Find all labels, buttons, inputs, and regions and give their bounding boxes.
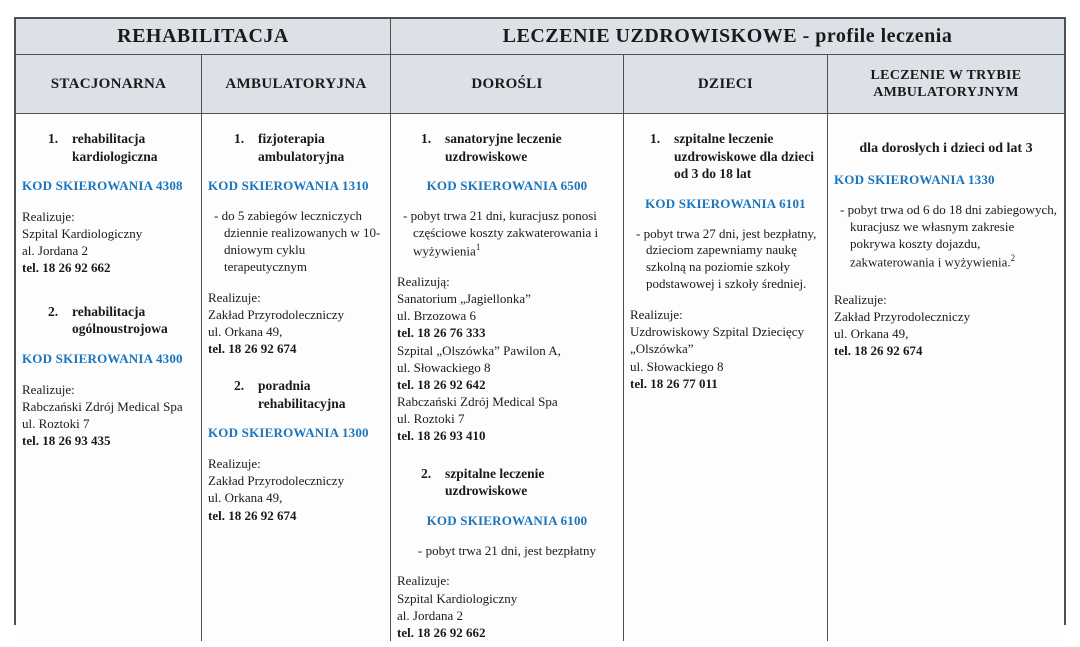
provider-address: ul. Brzozowa 6 xyxy=(397,308,477,324)
provider-phone: tel. 18 26 93 410 xyxy=(397,428,486,444)
service-entry xyxy=(22,130,195,277)
list-number: 2. xyxy=(48,303,59,319)
provider-block xyxy=(208,455,384,524)
service-title xyxy=(208,377,384,412)
service-title-text: rehabilitacja kardiologiczna xyxy=(72,131,158,164)
provider-address: ul. Słowackiego 8 xyxy=(397,359,491,375)
provider-address: al. Jordana 2 xyxy=(397,607,464,623)
stay-note: - pobyt trwa 21 dni, jest bezpłatny xyxy=(418,542,596,558)
service-entry xyxy=(630,130,821,392)
provider-name: Rabczański Zdrój Medical Spa xyxy=(22,398,183,414)
stay-note: - do 5 zabiegów leczniczych dziennie realizowanych w 10-dniowym cyklu terapeutycznym xyxy=(214,207,381,274)
referral-code: KOD SKIEROWANIA 4300 xyxy=(22,350,183,366)
service-title xyxy=(397,465,617,500)
treatment-profiles-table xyxy=(14,17,1066,640)
provider-phone: tel. 18 26 92 642 xyxy=(397,376,486,392)
referral-code: KOD SKIEROWANIA 1310 xyxy=(208,178,369,194)
provider-name: „Olszówka” xyxy=(630,341,694,357)
column-header-ambulatoryjna xyxy=(202,55,391,114)
stay-note-text: - pobyt trwa od 6 do 18 dni zabiegowych, kuracjusz we własnym zakresie pokrywa koszty dojazdu, zakwaterowania i wyżywienia. xyxy=(840,202,1057,270)
provider-block xyxy=(397,572,617,641)
column-header-dzieci xyxy=(624,55,828,114)
realizuje-label: Realizuje: xyxy=(22,208,75,224)
provider-address: ul. Roztoki 7 xyxy=(22,415,90,431)
provider-block xyxy=(397,273,617,445)
list-number: 2. xyxy=(421,465,432,481)
provider-address: ul. Słowackiego 8 xyxy=(630,358,724,374)
column-header-stacjonarna-label: STACJONARNA xyxy=(50,75,167,92)
column-header-stacjonarna xyxy=(16,55,202,114)
cell-dorosli xyxy=(391,114,624,641)
referral-code: KOD SKIEROWANIA 6500 xyxy=(426,178,588,194)
cell-stacjonarna xyxy=(16,114,202,641)
column-header-dorosli xyxy=(391,55,624,114)
service-title-text: szpitalne leczenie uzdrowiskowe xyxy=(445,465,545,499)
provider-phone: tel. 18 26 92 674 xyxy=(208,341,297,357)
realizuje-label: Realizuje: xyxy=(630,307,683,323)
referral-code: KOD SKIEROWANIA 4308 xyxy=(22,178,183,194)
provider-name: Szpital Kardiologiczny xyxy=(397,590,518,606)
list-number: 1. xyxy=(421,131,432,146)
service-title-text: szpitalne leczenie uzdrowiskowe dla dzieci od 3 do 18 lat xyxy=(674,131,815,182)
service-entry xyxy=(397,130,617,445)
service-title xyxy=(22,130,195,165)
realizuje-label: Realizują: xyxy=(397,273,450,289)
provider-block xyxy=(22,208,195,277)
provider-name: Zakład Przyrodoleczniczy xyxy=(208,306,345,322)
column-header-tryb-ambulatoryjny-label: LECZENIE W TRYBIE AMBULATORYJNYM xyxy=(870,67,1022,100)
provider-block xyxy=(630,306,821,392)
stay-note xyxy=(834,202,1058,271)
stay-note-text: - pobyt trwa 21 dni, kuracjusz ponosi częściowe koszty zakwaterowania i wyżywienia xyxy=(403,207,599,259)
provider-phone: tel. 18 26 92 662 xyxy=(397,624,486,640)
footnote-marker: 1 xyxy=(475,241,481,252)
stay-note xyxy=(397,208,617,260)
list-number: 1. xyxy=(650,131,661,146)
column-header-tryb-ambulatoryjny xyxy=(828,55,1064,114)
list-number: 1. xyxy=(48,131,59,146)
provider-name: Uzdrowiskowy Szpital Dziecięcy xyxy=(630,324,805,340)
footnote-marker: 2 xyxy=(1010,252,1016,263)
provider-address: ul. Orkana 49, xyxy=(208,323,283,339)
service-entry xyxy=(208,377,384,524)
provider-name: Rabczański Zdrój Medical Spa xyxy=(397,394,558,410)
cell-dzieci xyxy=(624,114,828,641)
provider-block xyxy=(22,381,195,450)
realizuje-label: Realizuje: xyxy=(208,456,261,472)
group-header-uzdrowiskowe xyxy=(391,19,1064,55)
provider-phone: tel. 18 26 92 662 xyxy=(22,260,111,276)
service-title-text: poradnia rehabilitacyjna xyxy=(258,378,346,411)
service-entry xyxy=(208,130,384,357)
cell-tryb-ambulatoryjny xyxy=(828,114,1064,641)
provider-block xyxy=(208,289,384,358)
list-number: 2. xyxy=(234,378,245,394)
provider-address: ul. Roztoki 7 xyxy=(397,411,465,427)
group-header-rehabilitacja xyxy=(16,19,391,55)
provider-phone: tel. 18 26 92 674 xyxy=(208,507,297,523)
realizuje-label: Realizuje: xyxy=(208,289,261,305)
service-entry xyxy=(834,140,1058,360)
realizuje-label: Realizuje: xyxy=(397,573,450,589)
service-title xyxy=(208,130,384,165)
provider-phone: tel. 18 26 76 333 xyxy=(397,325,486,341)
cell-ambulatoryjna xyxy=(202,114,391,641)
service-title-text: sanatoryjne leczenie uzdrowiskowe xyxy=(445,131,562,164)
service-title: dla dorosłych i dzieci od lat 3 xyxy=(859,141,1033,156)
service-title xyxy=(397,130,617,165)
referral-code: KOD SKIEROWANIA 1330 xyxy=(834,172,995,188)
service-title xyxy=(22,303,195,338)
group-header-rehabilitacja-label: REHABILITACJA xyxy=(117,25,289,47)
provider-name: Sanatorium „Jagiellonka” xyxy=(397,291,531,307)
provider-phone: tel. 18 26 77 011 xyxy=(630,375,718,391)
service-entry xyxy=(397,465,617,642)
column-header-dzieci-label: DZIECI xyxy=(697,75,754,92)
provider-phone: tel. 18 26 93 435 xyxy=(22,433,111,449)
referral-code: KOD SKIEROWANIA 1300 xyxy=(208,425,369,441)
provider-name: Szpital „Olszówka” Pawilon A, xyxy=(397,342,561,358)
referral-code: KOD SKIEROWANIA 6101 xyxy=(645,195,806,211)
realizuje-label: Realizuje: xyxy=(22,381,75,397)
service-title xyxy=(630,130,821,183)
provider-address: ul. Orkana 49, xyxy=(208,490,283,506)
provider-name: Szpital Kardiologiczny xyxy=(22,226,143,242)
service-title-text: rehabilitacja ogólnoustrojowa xyxy=(72,303,168,337)
realizuje-label: Realizuje: xyxy=(834,291,887,307)
stay-note: - pobyt trwa 27 dni, jest bezpłatny, dzieciom zapewniamy naukę szkolną na poziomie szkoły podstawowej i szkoły średniej. xyxy=(636,225,817,292)
group-header-uzdrowiskowe-label: LECZENIE UZDROWISKOWE - profile leczenia xyxy=(502,25,953,47)
referral-code: KOD SKIEROWANIA 6100 xyxy=(426,512,588,528)
provider-block xyxy=(834,291,1058,360)
list-number: 1. xyxy=(234,131,245,146)
provider-address: ul. Orkana 49, xyxy=(834,326,909,342)
service-title-text: fizjoterapia ambulatoryjna xyxy=(258,131,345,164)
provider-phone: tel. 18 26 92 674 xyxy=(834,343,923,359)
provider-name: Zakład Przyrodoleczniczy xyxy=(834,309,971,325)
provider-name: Zakład Przyrodoleczniczy xyxy=(208,473,345,489)
service-entry xyxy=(22,303,195,450)
column-header-ambulatoryjna-label: AMBULATORYJNA xyxy=(225,75,367,92)
provider-address: al. Jordana 2 xyxy=(22,243,89,259)
column-header-dorosli-label: DOROŚLI xyxy=(471,75,543,92)
